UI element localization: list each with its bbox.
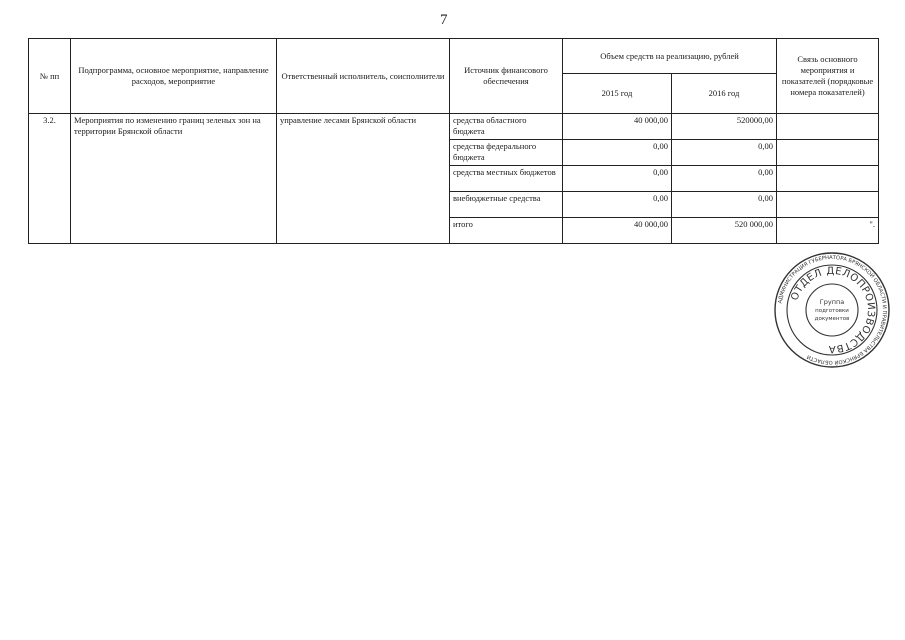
row-num: 3.2. xyxy=(29,114,71,244)
source-label: средства федерального бюджета xyxy=(450,140,563,166)
source-value-2015: 0,00 xyxy=(563,192,672,218)
source-value-2016: 0,00 xyxy=(672,140,777,166)
header-year-2016: 2016 год xyxy=(672,74,777,114)
total-label: итого xyxy=(450,218,563,244)
page-number: 7 xyxy=(440,12,448,28)
source-label: средства местных бюджетов xyxy=(450,166,563,192)
stamp-outer-text: АДМИНИСТРАЦИЯ ГУБЕРНАТОРА БРЯНСКОЙ ОБЛАСТИ И ПРАВИТЕЛЬСТВА БРЯНСКОЙ ОБЛАСТИ xyxy=(777,254,888,366)
stamp-ring-text: ОТДЕЛ ДЕЛОПРОИЗВОДСТВА xyxy=(789,265,877,355)
source-link xyxy=(777,114,879,140)
header-num: № пп xyxy=(29,39,71,114)
header-subprogram: Подпрограмма, основное мероприятие, направление расходов, мероприятие xyxy=(71,39,277,114)
source-label: средства областного бюджета xyxy=(450,114,563,140)
source-value-2015: 0,00 xyxy=(563,140,672,166)
stamp-center-line2: подготовки xyxy=(815,308,849,314)
row-executor: управление лесами Брянской области xyxy=(277,114,450,244)
total-value-2015: 40 000,00 xyxy=(563,218,672,244)
source-value-2016: 520000,00 xyxy=(672,114,777,140)
source-label: внебюджетные средства xyxy=(450,192,563,218)
source-value-2015: 40 000,00 xyxy=(563,114,672,140)
total-value-2016: 520 000,00 xyxy=(672,218,777,244)
source-link xyxy=(777,140,879,166)
row-subprogram: Мероприятия по изменению границ зеленых зон на территории Брянской области xyxy=(71,114,277,244)
header-source: Источник финансового обеспечения xyxy=(450,39,563,114)
office-stamp xyxy=(774,252,890,368)
source-value-2015: 0,00 xyxy=(563,166,672,192)
stamp-center-line1: Группа xyxy=(819,298,845,306)
source-link xyxy=(777,192,879,218)
header-year-2015: 2015 год xyxy=(563,74,672,114)
header-volume: Объем средств на реализацию, рублей xyxy=(563,39,777,74)
header-link: Связь основного мероприятия и показателей (порядковые номера показателей) xyxy=(777,39,879,114)
source-value-2016: 0,00 xyxy=(672,192,777,218)
stamp-seal xyxy=(774,252,890,368)
header-executor: Ответственный исполнитель, соисполнители xyxy=(277,39,450,114)
total-link: ". xyxy=(777,218,879,244)
source-value-2016: 0,00 xyxy=(672,166,777,192)
source-link xyxy=(777,166,879,192)
budget-table xyxy=(28,38,879,244)
stamp-center-line3: документов xyxy=(814,316,850,322)
